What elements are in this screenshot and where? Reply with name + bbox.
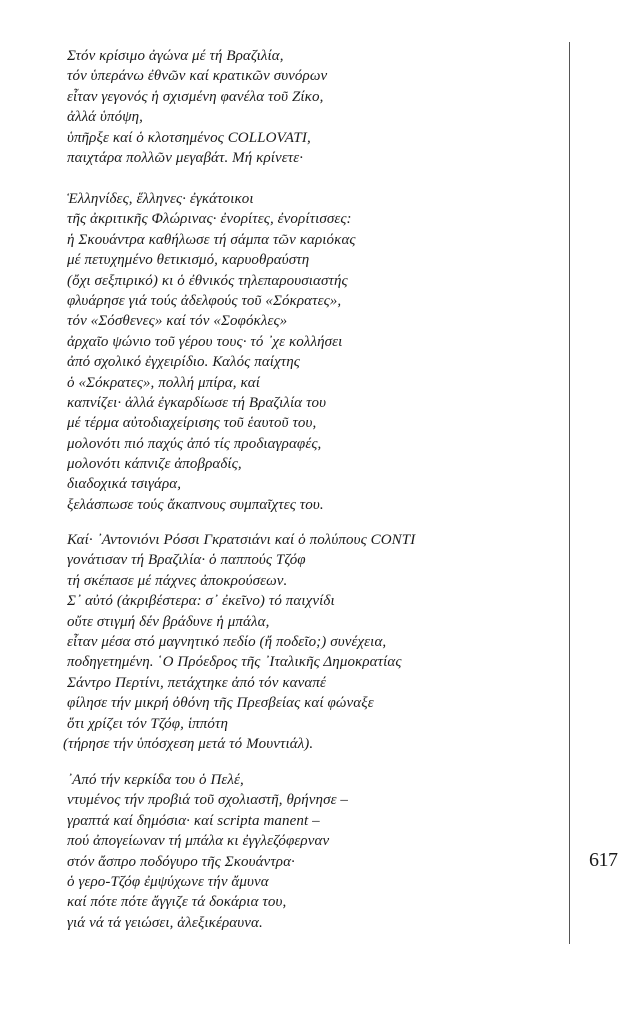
- poem-line: μολονότι πιό παχύς ἀπό τίς προδιαγραφές,: [67, 435, 322, 452]
- poem-line: ποδηγετημένη. ῾Ο Πρόεδρος τῆς ᾽Ιταλικῆς Δημοκρατίας: [67, 654, 402, 671]
- poem-line: φλυάρησε γιά τούς ἀδελφούς τοῦ «Σόκρατες»,: [67, 292, 342, 309]
- poem-line: στόν ἄσπρο ποδόγυρο τῆς Σκουάντρα·: [67, 853, 295, 870]
- poem-line: τόν «Σόσθενες» καί τόν «Σοφόκλες»: [67, 313, 288, 330]
- stanza-4: [67, 770, 562, 933]
- stanza-3: [63, 530, 562, 754]
- poem-line: παιχτάρα πολλῶν μεγαβάτ. Μή κρίνετε·: [67, 149, 304, 166]
- poem-line: ὁ «Σόκρατες», πολλή μπίρα, καί: [67, 374, 261, 391]
- poem-line: ἀρχαῖο ψώνιο τοῦ γέρου τους· τό ᾽χε κολλήσει: [67, 333, 343, 350]
- poem-line: (τήρησε τήν ὑπόσχεση μετά τό Μουντιάλ).: [63, 735, 314, 752]
- poem-line: ᾽Από τήν κερκίδα του ὁ Πελέ,: [67, 772, 244, 788]
- stanza-1: [67, 46, 562, 168]
- poem-line: οὔτε στιγμή δέν βράδυνε ἡ μπάλα,: [67, 613, 270, 630]
- poem-line: ὑπῆρξε καί ὁ κλοτσημένος COLLOVATI,: [67, 129, 311, 146]
- poem-line: ξελάσπωσε τούς ἄκαπνους συμπαῖχτες του.: [67, 496, 324, 513]
- poem-line: μέ πετυχημένο θετικισμό, καρυοθραύστη: [67, 252, 310, 269]
- poem-line: Σ᾽ αὐτό (ἀκριβέστερα: σ᾽ ἐκεῖνο) τό παιχνίδι: [67, 593, 335, 610]
- poem-line: καπνίζει· ἀλλά ἐγκαρδίωσε τή Βραζιλία του: [67, 394, 327, 411]
- poem-line: εἶταν γεγονός ἡ σχισμένη φανέλα τοῦ Ζίκο,: [67, 88, 324, 105]
- poem-line: ἀλλά ὑπόψη,: [67, 109, 143, 126]
- poem-line: (ὄχι σεξπιρικό) κι ὁ ἐθνικός τηλεπαρουσιαστής: [67, 272, 348, 289]
- poem-line: ἡ Σκουάντρα καθήλωσε τή σάμπα τῶν καριόκας: [67, 231, 356, 248]
- poem-line: εἶταν μέσα στό μαγνητικό πεδίο (ἤ ποδεῖο;) συνέχεια,: [67, 633, 387, 650]
- stanza-2: [67, 189, 562, 515]
- poem-line: μολονότι κάπνιζε ἀποβραδίς,: [67, 456, 242, 473]
- poem-line: ἀπό σχολικό ἐγχειρίδιο. Καλός παίχτης: [67, 354, 300, 371]
- poem-line: γιά νά τά γειώσει, ἀλεξικέραυνα.: [67, 914, 263, 931]
- poem-line: Ἑλληνίδες, ἕλληνες· ἐγκάτοικοι: [67, 191, 254, 207]
- poem-line: Καί· ᾽Αντονιόνι Ρόσσι Γκρατσιάνι καί ὁ πολύπους CONTI: [67, 532, 416, 548]
- poem-line: γραπτά καί δημόσια· καί scripta manent –: [67, 812, 320, 829]
- poem-line: ὅτι χρίζει τόν Τζόφ, ἱππότη: [67, 715, 228, 732]
- poem-line: ὁ γερο-Τζόφ ἐμψύχωνε τήν ἄμυνα: [67, 873, 269, 890]
- poem-line: τῆς ἀκριτικῆς Φλώρινας· ἐνορίτες, ἐνορίτισσες:: [67, 211, 352, 228]
- poem-line: Σάντρο Περτίνι, πετάχτηκε ἀπό τόν καναπέ: [67, 674, 326, 691]
- margin-rule: [569, 42, 570, 944]
- poem-line: ντυμένος τήν προβιά τοῦ σχολιαστῆ, θρήνησε –: [67, 792, 349, 809]
- poem-line: τή σκέπασε μέ πάχνες ἀποκρούσεων.: [67, 572, 288, 589]
- poem-line: μέ τέρμα αὐτοδιαχείρισης τοῦ ἑαυτοῦ του,: [67, 415, 317, 432]
- poem-line: διαδοχικά τσιγάρα,: [67, 476, 182, 493]
- poem-line: φίλησε τήν μικρή ὀθόνη τῆς Πρεσβείας καί φώναξε: [67, 695, 374, 712]
- poem-line: τόν ὑπεράνω ἐθνῶν καί κρατικῶν συνόρων: [67, 68, 328, 85]
- poem-line: Στόν κρίσιμο ἀγώνα μέ τή Βραζιλία,: [67, 48, 284, 64]
- poem-line: καί πότε πότε ἄγγιζε τά δοκάρια του,: [67, 894, 287, 911]
- page-number: 617: [589, 849, 618, 871]
- poem-line: γονάτισαν τή Βραζιλία· ὁ παππούς Τζόφ: [67, 552, 306, 569]
- poem-line: πού ἀπογείωναν τή μπάλα κι ἐγγλεζόφερναν: [67, 833, 330, 850]
